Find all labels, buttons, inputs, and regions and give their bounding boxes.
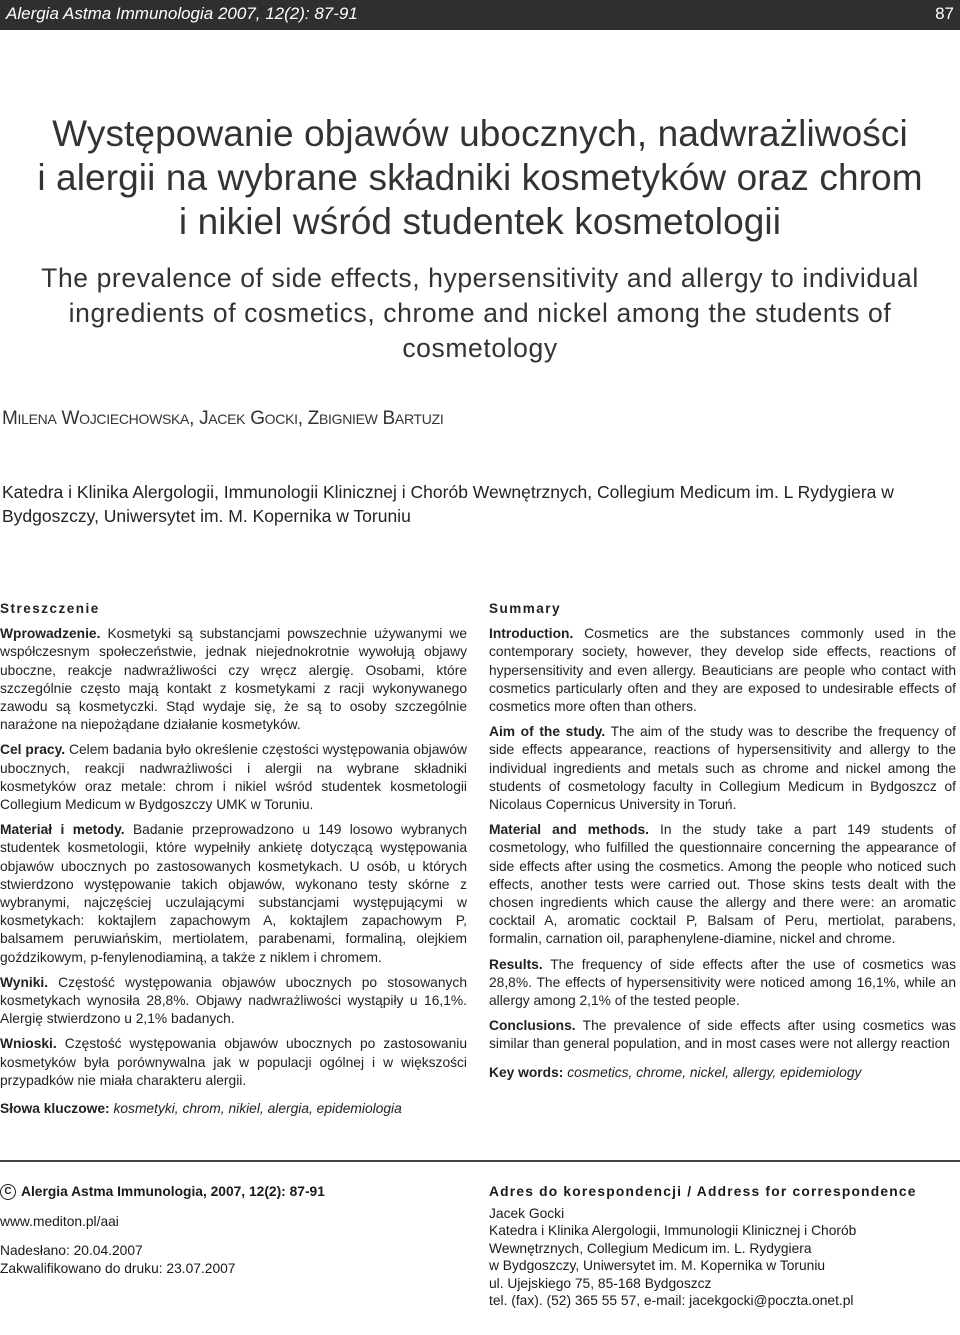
title-english-line: ingredients of cosmetics, chrome and nickel among the students of [68, 298, 892, 328]
correspondence-heading: Adres do korespondencji / Address for correspondence [489, 1184, 917, 1199]
citation: Alergia Astma Immunologia, 2007, 12(2): 87-91 [21, 1184, 325, 1199]
running-header [0, 0, 960, 30]
footer-divider [0, 1160, 960, 1162]
summary-heading: Summary [489, 601, 562, 616]
abstract-heading: Streszczenie [0, 601, 100, 616]
abstract-paragraph: Wyniki. Częstość występowania objawów ubocznych po stosowanych kosmetykach wynosiła 28,8%. Objawy nadwrażliwości wystąpiły u 16,1%. Alergię stwierdzono u 2,1% badanych. [0, 974, 467, 1027]
summary-paragraph: Results. The frequency of side effects after the use of cosmetics was 28,8%. The effects of hypersensitivity were noticed among 16,1%, while an allergy among 2,1% of the tested people. [489, 956, 956, 1009]
title-english-line: cosmetology [402, 333, 558, 363]
summary-paragraph: Conclusions. The prevalence of side effects after using cosmetics was similar than general population, and in most cases were not allergy reaction [489, 1018, 956, 1052]
website-link[interactable]: www.mediton.pl/aai [0, 1213, 119, 1229]
copyright-icon: C [0, 1184, 16, 1200]
abstract-paragraph: Wprowadzenie. Kosmetyki są substancjami powszechnie używanymi we współczesnym społeczeństwie, jednak niejednokrotnie wywołują objawy uboczne, reakcje nadwrażliwości czy wręcz alergię. Osobami, które szczególnie często mają kontakt z kosmetykami z racji wykonywanego zawodu są kosmetyczki. Stąd wydaje się, że są to osoby szczególnie narażone na niepożądane działanie kosmetyków. [0, 626, 467, 733]
summary-paragraph: Introduction. Cosmetics are the substances commonly used in the contemporary society, however, they develop side effects, reactions of hypersensitivity and even allergy. Beauticians are people who contact with cosmetics particularly often and they are exposed to undesirable effects of cosmetics more often than others. [489, 626, 956, 715]
journal-citation: Alergia Astma Immunologia 2007, 12(2): 87-91 [6, 4, 358, 23]
title-polish [10, 112, 950, 244]
abstract-polish [0, 600, 467, 1125]
copyright-line [0, 1183, 470, 1201]
summary-paragraph: Material and methods. In the study take a part 149 students of cosmetology, who fulfilled the questionnaire concerning the appearance of side effects after using the cosmetics. Among the people who noticed such effects, another tests were carried out. Those skins tests dealt with the chosen ingredients which cause the allergy and there were: an aromatic cocktail A, aromatic cocktail P, Balsam of Peru, mertiolat, parabens, formalin, carnation oil, paraphenylene-diamine, nickel and chrome. [489, 822, 956, 947]
keywords-english: Key words: cosmetics, chrome, nickel, allergy, epidemiology [489, 1064, 862, 1080]
author-list [2, 408, 443, 430]
address-line: Katedra i Klinika Alergologii, Immunologii Klinicznej i Chorób [489, 1223, 857, 1238]
address-line: Jacek Gocki [489, 1205, 565, 1221]
address-line: Wewnętrznych, Collegium Medicum im. L. Rydygiera [489, 1240, 812, 1256]
abstract-english [489, 600, 956, 1089]
address-line: ul. Ujejskiego 75, 85-168 Bydgoszcz [489, 1275, 712, 1291]
abstract-paragraph: Wnioski. Częstość występowania objawów ubocznych po zastosowaniu kosmetyków była porównywalna jak w populacji ogólnej i w większości przypadków nie miała charakteru alergii. [0, 1036, 467, 1088]
submitted-date: Nadesłano: 20.04.2007 [0, 1243, 143, 1258]
address-line: tel. (fax). (52) 365 55 57, e-mail: jacekgocki@poczta.onet.pl [489, 1293, 854, 1308]
summary-paragraph: Aim of the study. The aim of the study was to describe the frequency of side effects appearance, reactions of hypersensitivity and allergy to the individual ingredients and metals such as chrome and nickel among the students of cosmetology faculty in Collegium Medicum in Bydgoszcz of Nicolaus Copernicus University in Toruń. [489, 724, 956, 813]
title-polish-line: i nikiel wśród studentek kosmetologii [178, 201, 782, 242]
address-line: w Bydgoszczy, Uniwersytet im. M. Kopernika w Toruniu [489, 1258, 826, 1273]
affiliation: Katedra i Klinika Alergologii, Immunologii Klinicznej i Chorób Wewnętrznych, Collegium Medicum im. L Rydygiera w Bydgoszczy, Uniwersytet im. M. Kopernika w Toruniu [2, 482, 894, 526]
title-polish-line: i alergii na wybrane składniki kosmetyków oraz chrom [37, 157, 923, 198]
title-polish-line: Występowanie objawów ubocznych, nadwrażliwości [52, 113, 908, 154]
keywords-polish: Słowa kluczowe: kosmetyki, chrom, nikiel, alergia, epidemiologia [0, 1101, 402, 1117]
page-number: 87 [935, 4, 954, 23]
author: ZBIGNIEW BARTUZI [307, 408, 444, 429]
correspondence-address [489, 1183, 956, 1310]
author: JACEK GOCKI, [199, 408, 308, 429]
author: MILENA WOJCIECHOWSKA, [2, 408, 200, 429]
abstract-paragraph: Cel pracy. Celem badania było określenie częstości występowania objawów ubocznych, reakcji nadwrażliwości i alergii na wybrane składniki kosmetyków oraz metale: chrom i nikiel wśród studentek kosmetologii Collegium Medicum w Bydgoszczy UMK w Toruniu. [0, 742, 467, 813]
title-english [10, 261, 950, 366]
title-english-line: The prevalence of side effects, hypersensitivity and allergy to individual [41, 263, 919, 293]
publication-info [0, 1183, 470, 1277]
accepted-date: Zakwalifikowano do druku: 23.07.2007 [0, 1260, 236, 1276]
abstract-paragraph: Materiał i metody. Badanie przeprowadzono u 149 losowo wybranych studentek kosmetologii, które wypełniły ankietę dotyczącą występowania objawów ubocznych po zastosowanych kosmetykach. U osób, u których stwierdzono występowanie takich objawów, wykonano testy skórne z wybranymi, najczęściej uczulającymi substancjami występującymi w kosmetykach: koktajlem zapachowym A, koktajlem zapachowym P, balsamem peruwiańskim, mertiolatem, parabenami, formaliną, olejkiem goździkowym, p-fenylenodiaminą, a także z niklem i chromem. [0, 822, 467, 965]
